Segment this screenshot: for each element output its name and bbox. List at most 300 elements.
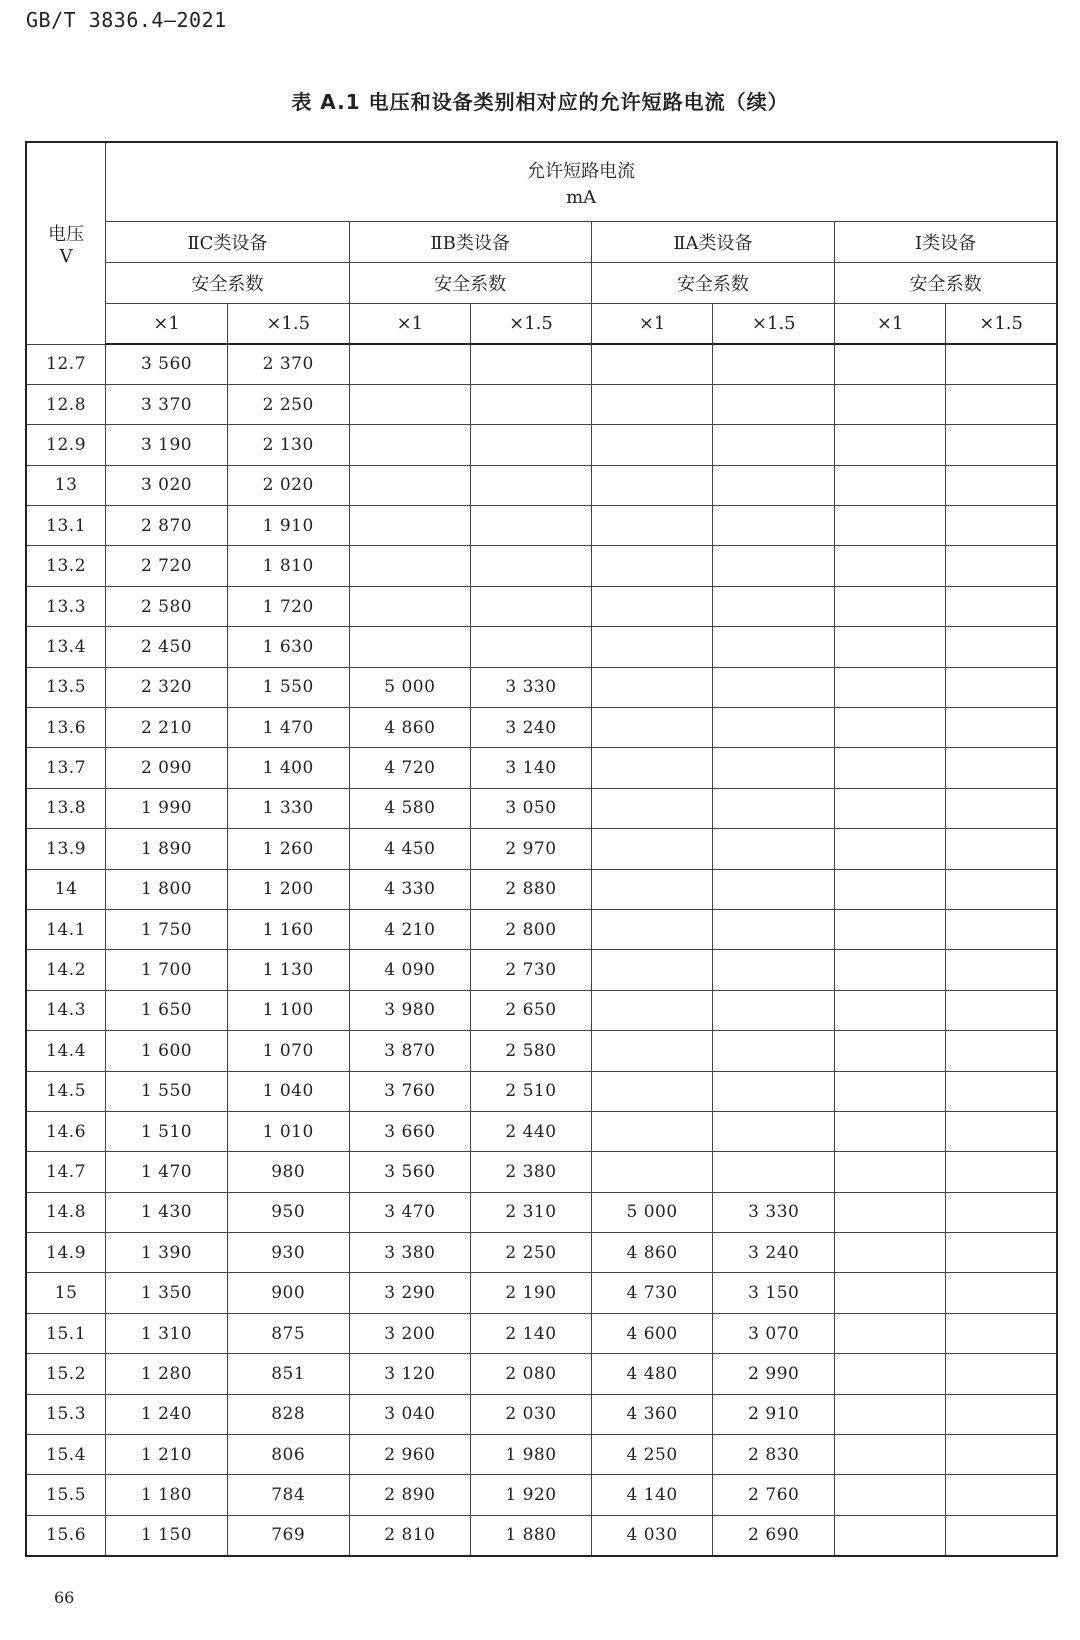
current-cell: 4 210 <box>349 909 471 949</box>
current-cell <box>946 748 1057 788</box>
current-cell <box>946 1031 1057 1071</box>
current-cell <box>835 627 946 667</box>
table-body <box>26 344 1057 1556</box>
current-cell: 2 130 <box>227 425 349 465</box>
current-cell: 1 720 <box>227 586 349 626</box>
multiplier-header: ×1.5 <box>713 304 835 345</box>
table-row <box>26 1071 1057 1111</box>
current-cell: 2 720 <box>106 546 228 586</box>
voltage-header-cell <box>26 142 106 344</box>
current-cell: 2 450 <box>106 627 228 667</box>
current-cell: 1 980 <box>471 1435 592 1475</box>
voltage-cell: 14.1 <box>26 909 106 949</box>
table-row <box>26 627 1057 667</box>
current-cell <box>591 344 713 384</box>
current-cell <box>471 586 592 626</box>
voltage-cell: 13.8 <box>26 788 106 828</box>
current-cell: 2 210 <box>106 708 228 748</box>
table-row <box>26 788 1057 828</box>
safety-factor-header: 安全系数 <box>106 263 349 304</box>
voltage-cell: 13.5 <box>26 667 106 707</box>
class-header-i: Ⅰ类设备 <box>835 222 1057 263</box>
current-cell: 1 160 <box>227 909 349 949</box>
current-cell: 1 200 <box>227 869 349 909</box>
table-row <box>26 829 1057 869</box>
class-header-iic: ⅡC类设备 <box>106 222 349 263</box>
current-cell: 4 600 <box>591 1313 713 1353</box>
current-cell <box>946 1152 1057 1192</box>
voltage-cell: 12.8 <box>26 384 106 424</box>
table-row <box>26 1192 1057 1232</box>
table-row <box>26 546 1057 586</box>
current-cell: 784 <box>227 1475 349 1515</box>
voltage-cell: 14.9 <box>26 1233 106 1273</box>
current-cell <box>946 586 1057 626</box>
table-row <box>26 708 1057 748</box>
current-cell: 4 250 <box>591 1435 713 1475</box>
current-cell <box>946 788 1057 828</box>
current-cell <box>713 909 835 949</box>
current-cell: 3 050 <box>471 788 592 828</box>
current-cell <box>835 425 946 465</box>
voltage-unit: V <box>59 245 73 267</box>
table-row <box>26 425 1057 465</box>
current-cell: 3 560 <box>106 344 228 384</box>
current-cell: 1 890 <box>106 829 228 869</box>
safety-factor-header: 安全系数 <box>835 263 1057 304</box>
current-cell: 828 <box>227 1394 349 1434</box>
current-cell <box>946 1192 1057 1232</box>
current-cell: 1 040 <box>227 1071 349 1111</box>
current-cell <box>835 1475 946 1515</box>
table-row <box>26 506 1057 546</box>
current-cell: 2 580 <box>106 586 228 626</box>
current-cell: 1 550 <box>227 667 349 707</box>
current-cell <box>946 1394 1057 1434</box>
table-row <box>26 344 1057 384</box>
current-cell: 2 090 <box>106 748 228 788</box>
current-cell: 3 870 <box>349 1031 471 1071</box>
current-cell <box>835 667 946 707</box>
current-cell <box>471 506 592 546</box>
multiplier-header: ×1 <box>591 304 713 345</box>
current-cell: 2 880 <box>471 869 592 909</box>
current-cell <box>835 990 946 1030</box>
table-row <box>26 384 1057 424</box>
current-cell <box>835 829 946 869</box>
current-cell <box>835 950 946 990</box>
current-cell: 900 <box>227 1273 349 1313</box>
current-cell <box>713 1031 835 1071</box>
current-cell: 3 150 <box>713 1273 835 1313</box>
current-cell: 3 380 <box>349 1233 471 1273</box>
current-cell: 3 330 <box>471 667 592 707</box>
current-cell: 1 130 <box>227 950 349 990</box>
current-header: 允许短路电流 <box>527 160 636 182</box>
current-cell: 1 510 <box>106 1111 228 1151</box>
current-cell <box>835 1071 946 1111</box>
multiplier-header: ×1.5 <box>471 304 592 345</box>
current-cell <box>591 708 713 748</box>
table-row <box>26 990 1057 1030</box>
current-cell <box>835 465 946 505</box>
current-cell: 4 860 <box>591 1233 713 1273</box>
current-cell: 1 150 <box>106 1515 228 1556</box>
current-cell: 4 730 <box>591 1273 713 1313</box>
current-cell <box>946 909 1057 949</box>
current-cell: 1 010 <box>227 1111 349 1151</box>
current-cell: 2 250 <box>471 1233 592 1273</box>
current-cell <box>946 344 1057 384</box>
current-cell <box>835 1273 946 1313</box>
voltage-cell: 13.1 <box>26 506 106 546</box>
multiplier-header: ×1 <box>349 304 471 345</box>
current-cell: 2 830 <box>713 1435 835 1475</box>
current-cell: 4 030 <box>591 1515 713 1556</box>
voltage-header: 电压 <box>48 223 85 245</box>
current-cell: 2 250 <box>227 384 349 424</box>
current-cell: 1 470 <box>227 708 349 748</box>
current-cell: 1 880 <box>471 1515 592 1556</box>
current-cell <box>713 667 835 707</box>
current-cell: 3 200 <box>349 1313 471 1353</box>
current-cell: 4 450 <box>349 829 471 869</box>
multiplier-header: ×1.5 <box>227 304 349 345</box>
current-cell: 3 660 <box>349 1111 471 1151</box>
table-row <box>26 950 1057 990</box>
current-cell <box>713 425 835 465</box>
current-cell <box>946 425 1057 465</box>
table-row <box>26 909 1057 949</box>
voltage-cell: 15.6 <box>26 1515 106 1556</box>
current-cell <box>471 384 592 424</box>
page-number: 66 <box>54 1588 75 1607</box>
safety-factor-header: 安全系数 <box>591 263 834 304</box>
current-cell <box>946 1475 1057 1515</box>
current-cell: 3 370 <box>106 384 228 424</box>
current-cell: 2 870 <box>106 506 228 546</box>
current-cell <box>591 1152 713 1192</box>
table-row <box>26 586 1057 626</box>
current-cell <box>713 748 835 788</box>
current-cell: 2 580 <box>471 1031 592 1071</box>
current-cell: 3 120 <box>349 1354 471 1394</box>
current-cell: 3 560 <box>349 1152 471 1192</box>
voltage-cell: 13 <box>26 465 106 505</box>
current-cell <box>591 788 713 828</box>
current-cell <box>591 950 713 990</box>
current-cell: 930 <box>227 1233 349 1273</box>
current-cell: 1 210 <box>106 1435 228 1475</box>
current-cell <box>946 667 1057 707</box>
current-cell <box>835 1111 946 1151</box>
current-cell: 2 890 <box>349 1475 471 1515</box>
current-cell <box>349 506 471 546</box>
current-cell: 950 <box>227 1192 349 1232</box>
current-cell: 1 350 <box>106 1273 228 1313</box>
current-cell: 2 380 <box>471 1152 592 1192</box>
current-cell <box>349 425 471 465</box>
current-cell <box>835 1435 946 1475</box>
current-cell <box>591 909 713 949</box>
current-cell <box>471 546 592 586</box>
current-cell: 806 <box>227 1435 349 1475</box>
current-cell: 1 990 <box>106 788 228 828</box>
current-cell <box>713 788 835 828</box>
voltage-cell: 13.9 <box>26 829 106 869</box>
current-cell <box>713 344 835 384</box>
table-row <box>26 1515 1057 1556</box>
current-cell: 4 720 <box>349 748 471 788</box>
current-cell: 3 980 <box>349 990 471 1030</box>
current-cell <box>591 990 713 1030</box>
voltage-cell: 12.7 <box>26 344 106 384</box>
current-cell: 3 470 <box>349 1192 471 1232</box>
current-cell <box>591 1071 713 1111</box>
voltage-cell: 15.3 <box>26 1394 106 1434</box>
voltage-cell: 14 <box>26 869 106 909</box>
current-cell <box>471 627 592 667</box>
current-cell: 2 800 <box>471 909 592 949</box>
table-row <box>26 1313 1057 1353</box>
current-cell: 2 080 <box>471 1354 592 1394</box>
current-cell <box>349 586 471 626</box>
voltage-cell: 14.8 <box>26 1192 106 1232</box>
current-cell <box>946 1435 1057 1475</box>
current-cell <box>591 667 713 707</box>
current-cell <box>946 1233 1057 1273</box>
current-cell: 2 020 <box>227 465 349 505</box>
voltage-cell: 14.6 <box>26 1111 106 1151</box>
current-cell <box>946 1071 1057 1111</box>
voltage-cell: 15.1 <box>26 1313 106 1353</box>
current-cell: 2 730 <box>471 950 592 990</box>
current-cell: 769 <box>227 1515 349 1556</box>
current-cell: 1 800 <box>106 869 228 909</box>
current-cell <box>835 1394 946 1434</box>
table-row <box>26 748 1057 788</box>
current-cell <box>591 546 713 586</box>
table-row <box>26 1111 1057 1151</box>
voltage-cell: 13.3 <box>26 586 106 626</box>
current-cell: 3 020 <box>106 465 228 505</box>
table-title: 表 A.1 电压和设备类别相对应的允许短路电流（续） <box>291 90 789 114</box>
table-row <box>26 1031 1057 1071</box>
current-cell: 1 550 <box>106 1071 228 1111</box>
current-cell: 3 760 <box>349 1071 471 1111</box>
voltage-cell: 14.5 <box>26 1071 106 1111</box>
current-cell: 2 910 <box>713 1394 835 1434</box>
current-table <box>25 141 1058 1557</box>
current-cell: 1 920 <box>471 1475 592 1515</box>
current-cell <box>835 384 946 424</box>
current-cell: 3 140 <box>471 748 592 788</box>
current-cell <box>713 506 835 546</box>
current-cell <box>835 1313 946 1353</box>
current-cell <box>946 546 1057 586</box>
current-cell: 1 280 <box>106 1354 228 1394</box>
current-header-cell <box>106 142 1057 222</box>
current-cell: 980 <box>227 1152 349 1192</box>
current-cell <box>591 1031 713 1071</box>
current-cell <box>591 465 713 505</box>
current-cell: 4 480 <box>591 1354 713 1394</box>
current-cell: 3 240 <box>713 1233 835 1273</box>
current-cell: 3 290 <box>349 1273 471 1313</box>
current-cell: 4 580 <box>349 788 471 828</box>
current-cell <box>591 829 713 869</box>
current-cell: 1 470 <box>106 1152 228 1192</box>
current-cell <box>835 748 946 788</box>
current-cell <box>591 384 713 424</box>
voltage-cell: 13.2 <box>26 546 106 586</box>
current-cell: 1 390 <box>106 1233 228 1273</box>
current-cell: 3 240 <box>471 708 592 748</box>
current-cell: 2 320 <box>106 667 228 707</box>
current-cell <box>835 1233 946 1273</box>
current-cell <box>591 586 713 626</box>
current-cell: 2 030 <box>471 1394 592 1434</box>
current-cell <box>946 627 1057 667</box>
current-cell: 4 860 <box>349 708 471 748</box>
current-cell <box>835 909 946 949</box>
voltage-cell: 15.4 <box>26 1435 106 1475</box>
current-cell: 1 100 <box>227 990 349 1030</box>
current-cell: 2 190 <box>471 1273 592 1313</box>
current-cell <box>713 586 835 626</box>
current-cell: 3 330 <box>713 1192 835 1232</box>
table-row <box>26 869 1057 909</box>
current-cell <box>946 1313 1057 1353</box>
current-cell <box>471 344 592 384</box>
current-cell <box>713 1111 835 1151</box>
current-cell <box>713 708 835 748</box>
current-cell <box>835 1515 946 1556</box>
current-cell <box>835 546 946 586</box>
current-cell <box>946 829 1057 869</box>
current-cell: 4 330 <box>349 869 471 909</box>
current-cell <box>471 425 592 465</box>
current-cell <box>835 788 946 828</box>
current-cell: 2 960 <box>349 1435 471 1475</box>
current-cell: 851 <box>227 1354 349 1394</box>
current-cell: 5 000 <box>349 667 471 707</box>
voltage-cell: 12.9 <box>26 425 106 465</box>
multiplier-header: ×1 <box>835 304 946 345</box>
current-cell: 2 510 <box>471 1071 592 1111</box>
voltage-cell: 15.2 <box>26 1354 106 1394</box>
current-cell: 4 090 <box>349 950 471 990</box>
current-cell: 1 700 <box>106 950 228 990</box>
current-cell <box>349 344 471 384</box>
current-cell: 4 360 <box>591 1394 713 1434</box>
current-cell <box>835 1354 946 1394</box>
current-cell: 2 650 <box>471 990 592 1030</box>
current-cell: 1 650 <box>106 990 228 1030</box>
table-row <box>26 1233 1057 1273</box>
current-cell: 1 910 <box>227 506 349 546</box>
current-cell <box>946 1354 1057 1394</box>
multiplier-header: ×1 <box>106 304 228 345</box>
table-row <box>26 465 1057 505</box>
voltage-cell: 13.6 <box>26 708 106 748</box>
current-cell <box>591 748 713 788</box>
voltage-cell: 14.3 <box>26 990 106 1030</box>
class-header-iia: ⅡA类设备 <box>591 222 834 263</box>
current-cell <box>713 869 835 909</box>
current-cell: 1 810 <box>227 546 349 586</box>
voltage-cell: 14.4 <box>26 1031 106 1071</box>
voltage-cell: 14.7 <box>26 1152 106 1192</box>
current-cell <box>835 586 946 626</box>
current-cell: 1 180 <box>106 1475 228 1515</box>
current-cell: 2 310 <box>471 1192 592 1232</box>
current-cell: 5 000 <box>591 1192 713 1232</box>
current-cell <box>349 627 471 667</box>
current-cell <box>946 869 1057 909</box>
voltage-cell: 13.7 <box>26 748 106 788</box>
current-cell <box>591 627 713 667</box>
standard-number: GB/T 3836.4—2021 <box>26 8 227 32</box>
table-row <box>26 1354 1057 1394</box>
table-row <box>26 667 1057 707</box>
current-cell <box>713 1071 835 1111</box>
current-cell: 1 330 <box>227 788 349 828</box>
current-cell: 1 630 <box>227 627 349 667</box>
current-cell: 1 240 <box>106 1394 228 1434</box>
current-unit: mA <box>566 186 597 208</box>
current-cell: 875 <box>227 1313 349 1353</box>
current-cell: 2 690 <box>713 1515 835 1556</box>
current-cell <box>713 546 835 586</box>
table-row <box>26 1152 1057 1192</box>
current-cell <box>349 384 471 424</box>
current-cell <box>713 627 835 667</box>
current-cell <box>835 1192 946 1232</box>
voltage-cell: 15.5 <box>26 1475 106 1515</box>
current-cell: 4 140 <box>591 1475 713 1515</box>
voltage-cell: 13.4 <box>26 627 106 667</box>
current-cell <box>946 506 1057 546</box>
current-cell: 2 370 <box>227 344 349 384</box>
current-cell <box>946 465 1057 505</box>
current-cell: 2 440 <box>471 1111 592 1151</box>
current-cell <box>713 384 835 424</box>
current-cell: 2 970 <box>471 829 592 869</box>
current-cell <box>946 990 1057 1030</box>
current-cell <box>591 425 713 465</box>
voltage-cell: 14.2 <box>26 950 106 990</box>
current-cell <box>713 1152 835 1192</box>
current-cell <box>946 1111 1057 1151</box>
current-cell <box>835 344 946 384</box>
multiplier-header: ×1.5 <box>946 304 1057 345</box>
current-cell <box>946 950 1057 990</box>
current-cell <box>713 990 835 1030</box>
current-cell: 2 990 <box>713 1354 835 1394</box>
current-cell: 2 810 <box>349 1515 471 1556</box>
current-cell <box>349 546 471 586</box>
current-cell <box>713 465 835 505</box>
current-cell: 3 070 <box>713 1313 835 1353</box>
current-cell: 2 140 <box>471 1313 592 1353</box>
current-cell: 3 040 <box>349 1394 471 1434</box>
current-cell <box>591 869 713 909</box>
current-cell <box>835 506 946 546</box>
table-row <box>26 1435 1057 1475</box>
current-cell: 1 070 <box>227 1031 349 1071</box>
safety-factor-header: 安全系数 <box>349 263 591 304</box>
